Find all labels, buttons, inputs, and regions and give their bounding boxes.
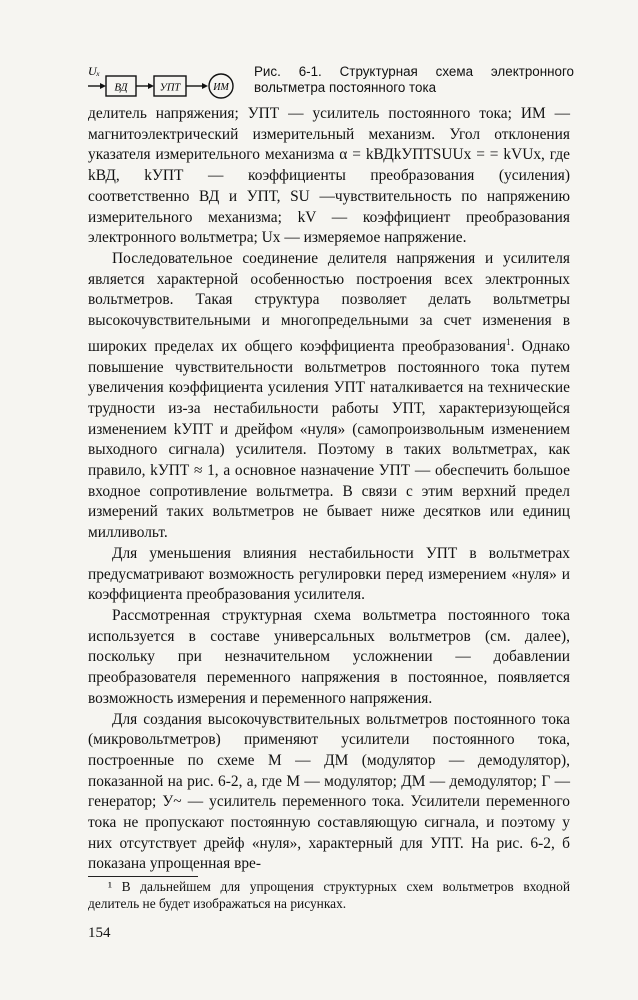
page-number: 154 xyxy=(88,925,111,941)
paragraph-4: Рассмотренная структурная схема вольтметра постоянного тока используется в составе универсальных вольтметров (см. далее), поскольку при незначительном усложнении — добавлении преобразователя переменного напряжения в постоянное, появляется возможность измерения и переменного напряжения. xyxy=(88,607,570,707)
block-diagram xyxy=(88,64,256,102)
figure-caption: Рис. 6-1. Структурная схема электронного вольтметра постоянного тока xyxy=(254,64,574,95)
paragraph-2 xyxy=(88,249,570,544)
footnote-divider xyxy=(88,876,198,877)
footnote-ref: 1 xyxy=(505,336,511,347)
meter-label: ИМ xyxy=(213,82,229,93)
main-text xyxy=(88,104,570,875)
footnote: ¹ В дальнейшем для упрощения структурных схем вольтметров входной делитель не будет изображаться на рисунках. xyxy=(88,879,570,911)
diagram-input-label: Uₓ xyxy=(88,64,101,78)
paragraph-3: Для уменьшения влияния нестабильности УПТ в вольтметрах предусматривают возможность регулировки перед измерением «нуля» и коэффициента преобразования усилителя. xyxy=(88,544,570,604)
paragraph-5: Для создания высокочувствительных вольтметров постоянного тока (микровольтметров) применяют усилители постоянного тока, построенные по схеме М — ДМ (модулятор — демодулятор), показанной на рис. 6-2, а, где М — модулятор; ДМ — демодулятор; Г — генератор; У~ — усилитель переменного тока. Усилители переменного тока не пропускают постоянную составляющую сигнала, и поэтому у них отсутствует дрейф «нуля», характерный для УПТ. На рис. 6-2, б показана упрощенная вре- xyxy=(88,710,570,873)
block-upt-label: УПТ xyxy=(159,82,181,94)
paragraph-1: делитель напряжения; УПТ — усилитель постоянного тока; ИМ — магнитоэлектрический измерительный механизм. Угол отклонения указателя измерительного механизма α = kВДkУПТSUUx = = kVUx, где kВД, kУПТ — коэффициенты преобразования (усиления) соответственно ВД и УПТ, SU —чувствительность по напряжению измерительного механизма; kV — коэффициент преобразования электронного вольтметра; Ux — измеряемое напряжение. xyxy=(88,105,570,247)
paragraph-2-end: . Однако повышение чувствительности вольтметров постоянного тока путем увеличения коэффициента усиления УПТ наталкивается на технические трудности из-за нестабильности работы УПТ, характеризующейся изменением kУПТ и дрейфом «нуля» (самопроизвольным изменением выходного сигнала) усилителя. Поэтому в таких вольтметрах, как правило, kУПТ ≈ 1, а основное назначение УПТ — обеспечить большое входное сопротивление вольтметра. В связи с этим верхний предел измерений таких вольтметров не бывает ниже десятков или единиц милливольт. xyxy=(88,337,570,542)
paragraph-2-start: Последовательное соединение делителя напряжения и усилителя является характерной особенностью построения всех электронных вольтметров. Такая структура позволяет делать вольтметры высокочувствительными и многопредельными за счет изменения в широких пределах их общего коэффициента преобразования xyxy=(88,249,570,355)
block-vd-label: ВД xyxy=(114,81,128,94)
